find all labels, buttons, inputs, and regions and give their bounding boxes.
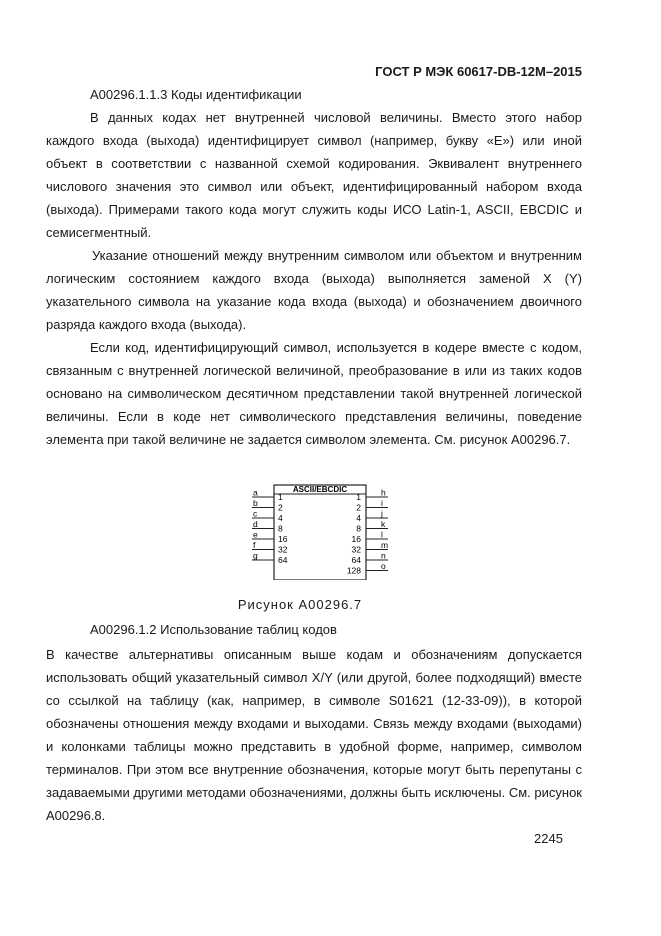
- output-weight: 128: [346, 565, 361, 576]
- paragraph: В качестве альтернативы описанным выше кодам и обозначениям допускается использовать общий указательный символ X/Y (или другой, более подходящий) вместе со ссылкой на таблицу (как, например, в символе S01621 (12-33-09)), в которой обозначены отношения между входами и выходами. Связь между входами (выходами) и колонками таблицы можно представить в удобной форме, например, символом терминалов. При этом все внутренние обозначения, которые могут быть перепутаны с задаваемыми другими методами обозначениями, должны быть исключены. См. рисунок A00296.8.: [46, 647, 582, 823]
- page-number: 2245: [534, 831, 563, 846]
- output-letter: j: [381, 508, 383, 519]
- output-letter: o: [381, 561, 386, 571]
- output-weight: 8: [356, 523, 361, 534]
- converter-title: ASCII/EBCDIC: [292, 485, 348, 494]
- output-letter: k: [381, 519, 386, 529]
- input-letter: c: [253, 508, 258, 519]
- output-letter: n: [381, 550, 386, 561]
- output-weight: 1: [356, 492, 361, 502]
- output-letter: h: [381, 487, 386, 498]
- input-weight: 2: [278, 502, 283, 513]
- figure-caption: Рисунок A00296.7: [237, 597, 363, 612]
- input-weight: 8: [278, 523, 283, 534]
- output-weight: 2: [356, 502, 361, 513]
- output-weight: 32: [351, 544, 361, 555]
- output-letter: i: [381, 498, 383, 508]
- input-letter: g: [253, 550, 258, 561]
- code-converter-figure: [0, 480, 661, 580]
- page-header: ГОСТ Р МЭК 60617-DB-12M–2015: [375, 64, 582, 79]
- section-title-codes: A00296.1.1.3 Коды идентификации: [90, 87, 302, 102]
- input-weight: 1: [278, 492, 283, 502]
- paragraph: Если код, идентифицирующий символ, используется в кодере вместе с кодом, связанным с внутренней логической величиной, преобразование в или из таких кодов основано на символическом десятичном представлении такой внутренней логической величины. Если в коде нет символического представления величины, поведение элемента при такой величине не задается символом элемента. См. рисунок A00296.7.: [46, 340, 582, 447]
- input-weight: 64: [278, 555, 288, 565]
- input-letter: d: [253, 519, 258, 529]
- input-letter: a: [253, 487, 258, 498]
- input-letter: b: [253, 498, 258, 508]
- output-weight: 4: [356, 513, 361, 523]
- output-letter: l: [381, 529, 383, 540]
- output-letter: m: [381, 540, 389, 550]
- paragraph: Указание отношений между внутренним символом или объектом и внутренним логическим состоянием каждого входа (выхода) выполняется заменой X (Y) указательного символа на указание кода входа (выхода) и обозначением двоичного разряда каждого входа (выхода).: [46, 248, 582, 332]
- paragraph: В данных кодах нет внутренней числовой величины. Вместо этого набор каждого входа (выхода) идентифицирует символ (например, букву «E») или иной объект в соответствии с названной схемой кодирования. Эквивалент внутреннего числового значения это символ или объект, идентифицированный набором входа (выхода). Примерами такого кода могут служить коды ИСО Latin-1, ASCII, EBCDIC и семисегментный.: [46, 110, 582, 240]
- output-weight: 64: [351, 555, 361, 565]
- input-weight: 16: [278, 534, 288, 544]
- output-weight: 16: [351, 534, 361, 544]
- input-letter: f: [253, 540, 256, 550]
- input-letter: e: [253, 529, 258, 540]
- section-title-tables: A00296.1.2 Использование таблиц кодов: [90, 622, 337, 637]
- input-weight: 4: [278, 513, 283, 523]
- input-weight: 32: [278, 544, 288, 555]
